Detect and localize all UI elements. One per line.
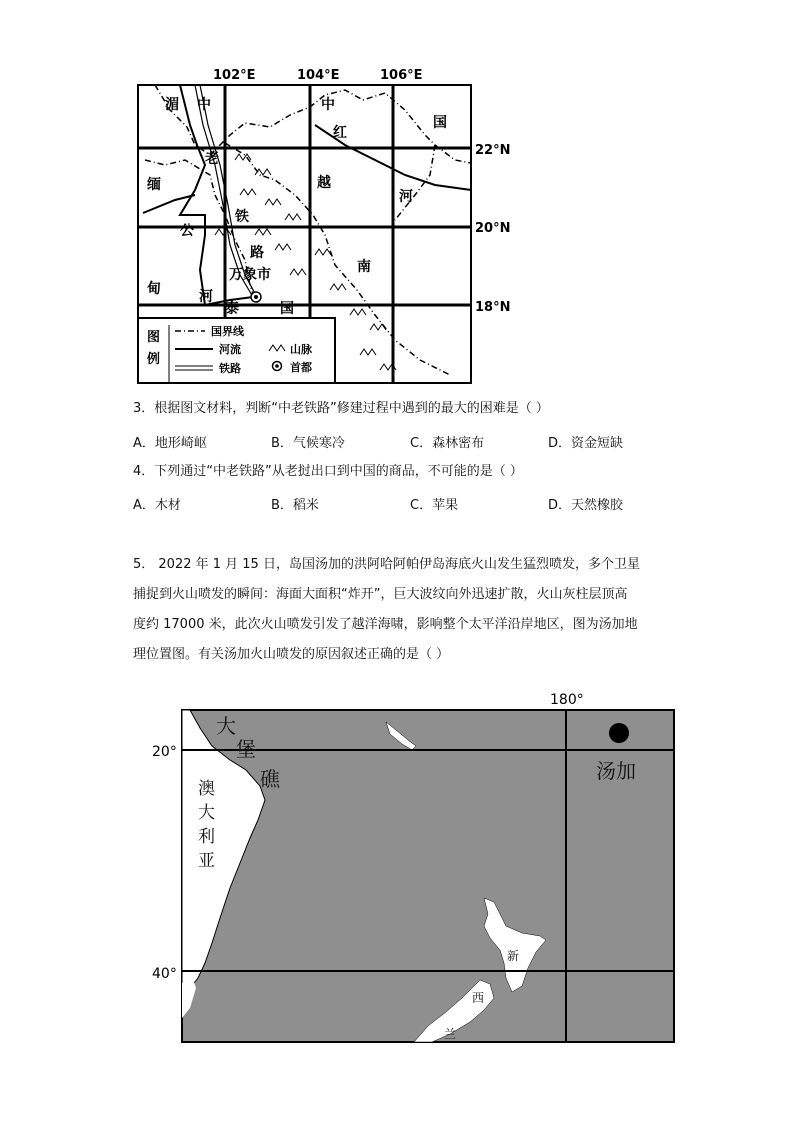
q4-option-d[interactable]: D．天然橡胶	[548, 498, 624, 513]
q4-option-c[interactable]: C．苹果	[410, 498, 459, 513]
label-nan: 南	[357, 259, 371, 275]
lon-label-104: 104°E	[297, 68, 340, 83]
label-zhong-china: 中	[321, 97, 335, 113]
question-3-stem: 3．根据图文材料，判断“中老铁路”修建过程中遇到的最大的困难是（ ）	[133, 401, 549, 416]
q5-line-3: 度约 17000 米，此次火山喷发引发了越洋海啸，影响整个太平洋沿岸地区，图为汤加地	[133, 617, 638, 632]
map-legend	[138, 318, 335, 383]
label-hong: 红	[333, 125, 347, 141]
q3-option-b[interactable]: B．气候寒冷	[271, 436, 345, 451]
label-lan: 兰	[444, 1027, 457, 1041]
legend-title-li: 例	[147, 352, 161, 367]
question-4-stem: 4．下列通过“中老铁路”从老挝出口到中国的商品，不可能的是（ ）	[133, 464, 523, 479]
laos-railway-map	[135, 65, 511, 385]
label-mian: 湄	[165, 97, 179, 113]
label-guo-china: 国	[433, 115, 447, 131]
lon-label-102: 102°E	[213, 68, 256, 83]
q3-option-c[interactable]: C．森林密布	[410, 436, 485, 451]
label-li: 利	[198, 827, 215, 847]
label-da: 大	[216, 714, 236, 738]
q5-line-4: 理位置图。有关汤加火山喷发的原因叙述正确的是（ ）	[133, 647, 450, 662]
label-jiao: 礁	[260, 767, 280, 791]
lat-label-22n: 22°N	[475, 143, 511, 158]
label-tie: 铁	[235, 209, 249, 225]
q4-option-a[interactable]: A．木材	[133, 498, 181, 513]
capital-symbol	[251, 292, 261, 302]
lon-label-106: 106°E	[380, 68, 423, 83]
q3-option-d[interactable]: D．资金短缺	[548, 436, 624, 451]
label-lu: 路	[250, 245, 264, 261]
legend-capital: 首都	[290, 361, 312, 374]
q4-option-b[interactable]: B．稻米	[271, 498, 319, 513]
legend-river: 河流	[219, 343, 241, 356]
legend-title-tu: 图	[147, 330, 161, 345]
lat-label-20n: 20°N	[475, 221, 511, 236]
lat-label-20: 20°	[152, 744, 177, 760]
question-5-text	[133, 550, 663, 670]
tonga-location-map	[150, 688, 680, 1048]
label-he-red: 河	[399, 189, 413, 205]
label-guo-thailand: 国	[280, 301, 294, 317]
q5-line-2: 捕捉到火山喷发的瞬间：海面大面积“炸开”，巨大波纹向外迅速扩散，火山灰柱层顶高	[133, 587, 628, 602]
label-tai: 泰	[225, 301, 239, 317]
label-zhong-rail: 中	[197, 97, 211, 113]
label-dian-myanmar: 缅	[147, 177, 161, 193]
lat-label-40: 40°	[152, 966, 177, 982]
legend-border: 国界线	[211, 325, 244, 338]
lat-label-18n: 18°N	[475, 300, 511, 315]
label-yue: 越	[317, 175, 331, 191]
label-da2: 大	[198, 803, 215, 823]
legend-railway: 铁路	[219, 362, 241, 375]
label-gong: 公	[180, 223, 194, 239]
lon-label-180: 180°	[550, 692, 584, 708]
legend-mountain: 山脉	[290, 343, 312, 356]
q3-option-a[interactable]: A．地形崎岖	[133, 436, 207, 451]
label-xi: 西	[472, 991, 485, 1005]
label-dian: 甸	[147, 281, 161, 297]
label-ao: 澳	[198, 779, 215, 799]
label-he-mekong: 河	[199, 289, 213, 305]
label-vientiane: 万象市	[229, 267, 271, 283]
tonga-marker	[609, 723, 629, 743]
q5-line-1: 5． 2022 年 1 月 15 日，岛国汤加的洪阿哈阿帕伊岛海底火山发生猛烈喷发，多个卫星	[133, 557, 640, 572]
label-lao: 老	[205, 151, 219, 167]
label-bao: 堡	[236, 737, 256, 761]
label-xin: 新	[507, 949, 520, 963]
label-ya: 亚	[198, 851, 215, 871]
label-tonga: 汤加	[596, 759, 636, 783]
